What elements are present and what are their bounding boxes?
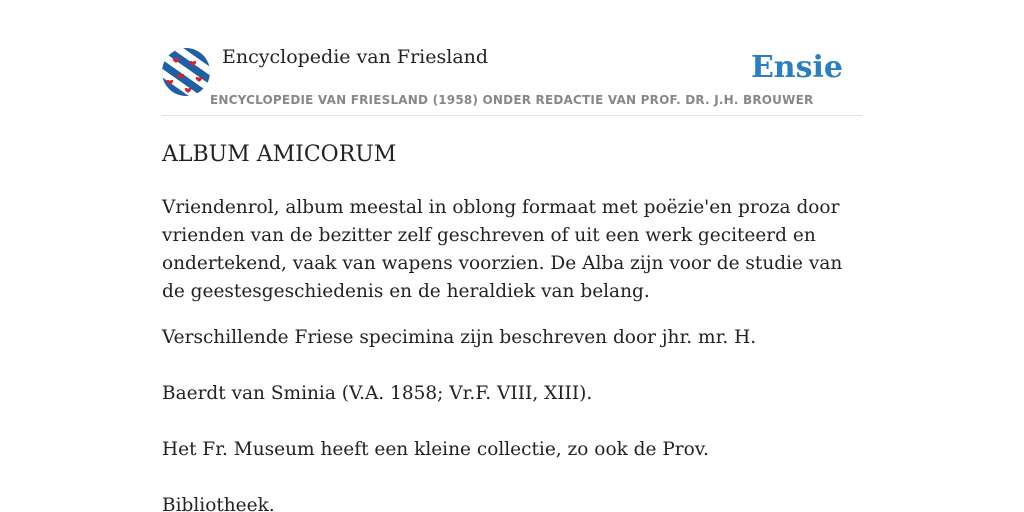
site-title[interactable]: Encyclopedie van Friesland xyxy=(222,46,489,68)
article-paragraph: Baerdt van Sminia (V.A. 1858; Vr.F. VIII, XIII). xyxy=(162,383,593,404)
article-paragraph: Bibliotheek. xyxy=(162,495,275,512)
article-paragraph: Vriendenrol, album meestal in oblong formaat met poëzie'en proza door vrienden van de bezitter zelf geschreven of uit een werk geciteerd en ondertekend, vaak van wapens voorzien. De Alba zijn voor de studie van de geestesgeschiedenis en de heraldiek van belang. xyxy=(162,197,843,302)
article-body xyxy=(162,194,852,512)
site-header xyxy=(162,44,862,116)
article xyxy=(162,140,852,512)
site-subtitle: ENCYCLOPEDIE VAN FRIESLAND (1958) ONDER REDACTIE VAN PROF. DR. J.H. BROUWER xyxy=(210,93,814,107)
friesland-flag-icon[interactable] xyxy=(162,48,210,96)
article-paragraph: Het Fr. Museum heeft een kleine collectie, zo ook de Prov. xyxy=(162,439,709,460)
page-title: ALBUM AMICORUM xyxy=(162,142,397,167)
ensie-brand-logo[interactable]: Ensie xyxy=(750,50,843,85)
article-paragraph: Verschillende Friese specimina zijn beschreven door jhr. mr. H. xyxy=(162,327,757,348)
